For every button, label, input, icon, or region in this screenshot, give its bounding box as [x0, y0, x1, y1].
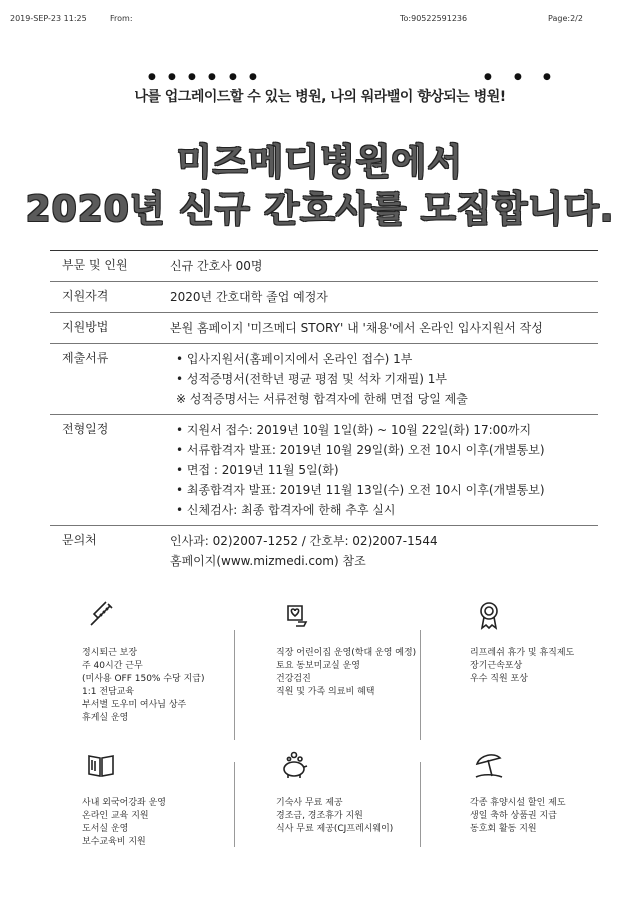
fax-from: From: [110, 14, 133, 23]
info-value: 홈페이지(www.mizmedi.com) 참조 [170, 554, 366, 568]
benefit-line: 정시퇴근 보장 [82, 648, 138, 658]
benefit-line: (미사용 OFF 150% 수당 지급) [82, 674, 205, 684]
info-row-schedule [50, 415, 598, 526]
benefit-line: 주 40시간 근무 [82, 661, 143, 671]
piggy-bank-icon [280, 750, 310, 780]
info-row-method [50, 313, 598, 344]
divider [234, 762, 235, 847]
benefit-line: 우수 직원 포상 [470, 674, 528, 684]
info-label: 문의처 [62, 533, 97, 547]
benefit-line: 보수교육비 지원 [82, 837, 146, 847]
emphasis-dot: ● [484, 72, 492, 82]
emphasis-dot: ● [249, 72, 257, 82]
info-value: • 지원서 접수: 2019년 10월 1일(화) ~ 10월 22일(화) 17:00까지 [176, 423, 532, 437]
info-value: • 서류합격자 발표: 2019년 10월 29일(화) 오전 10시 이후(개별통보) [176, 443, 545, 457]
benefit-line: 식사 무료 제공(CJ프레시웨이) [276, 824, 394, 834]
benefit-line: 부서별 도우미 여사님 상주 [82, 700, 187, 710]
award-ribbon-icon [474, 600, 504, 630]
info-value: • 최종합격자 발표: 2019년 11월 13일(수) 오전 10시 이후(개별통보) [176, 483, 545, 497]
beach-umbrella-icon [474, 750, 504, 780]
benefit-line: 경조금, 경조휴가 지원 [276, 811, 363, 821]
info-label: 지원자격 [62, 289, 109, 303]
emphasis-dot: ● [188, 72, 196, 82]
emphasis-dot: ● [543, 72, 551, 82]
info-value: 본원 홈페이지 '미즈메디 STORY' 내 '채용'에서 온라인 입사지원서 작성 [170, 321, 543, 335]
divider [234, 630, 235, 740]
benefit-card [242, 600, 424, 699]
benefit-line: 휴게실 운영 [82, 713, 129, 723]
emphasis-dot: ● [514, 72, 522, 82]
benefit-line: 사내 외국어강좌 운영 [82, 798, 166, 808]
fax-to: To:90522591236 [400, 14, 468, 23]
benefit-line: 직장 어린이집 운영(학대 운영 예정) [276, 648, 417, 658]
emphasis-dot: ● [168, 72, 176, 82]
benefit-line: 도서실 운영 [82, 824, 129, 834]
benefit-card [436, 750, 618, 836]
info-row-qualification [50, 282, 598, 313]
benefit-card [436, 600, 618, 686]
info-row-department [50, 251, 598, 282]
info-value: 신규 간호사 00명 [170, 259, 263, 273]
emphasis-dot: ● [148, 72, 156, 82]
book-icon [86, 750, 116, 780]
recruitment-info-table [50, 250, 598, 576]
info-value: 2020년 간호대학 졸업 예정자 [170, 290, 328, 304]
info-label: 부문 및 인원 [62, 258, 128, 272]
info-label: 제출서류 [62, 351, 109, 365]
info-value: • 면접 : 2019년 11월 5일(화) [176, 463, 339, 477]
syringe-icon [86, 600, 116, 630]
info-label: 지원방법 [62, 320, 109, 334]
info-row-contact [50, 526, 598, 577]
benefit-card [242, 750, 424, 836]
benefit-card [48, 750, 230, 849]
info-value: • 신체검사: 최종 합격자에 한해 추후 실시 [176, 503, 396, 517]
benefit-card [48, 600, 230, 725]
benefit-line: 기숙사 무료 제공 [276, 798, 343, 808]
benefit-line: 리프레쉬 휴가 및 휴직제도 [470, 648, 575, 658]
fax-page: Page:2/2 [548, 14, 583, 23]
heart-hand-icon [280, 600, 310, 630]
benefit-line: 1:1 전담교육 [82, 687, 135, 697]
info-value: • 입사지원서(홈페이지에서 온라인 접수) 1부 [176, 352, 413, 366]
headline-line-2: 2020년 신규 간호사를 모집합니다. [25, 189, 615, 230]
benefit-line: 동호회 활동 지원 [470, 824, 537, 834]
benefit-line: 토요 동보미교실 운영 [276, 661, 360, 671]
benefit-line: 생일 축하 상품권 지급 [470, 811, 557, 821]
emphasis-dot: ● [208, 72, 216, 82]
benefit-line: 온라인 교육 지원 [82, 811, 149, 821]
info-note: ※ 성적증명서는 서류전형 합격자에 한해 면접 당일 제출 [176, 392, 468, 406]
info-label: 전형일정 [62, 422, 109, 436]
benefit-line: 장기근속포상 [470, 661, 523, 671]
info-value: 인사과: 02)2007-1252 / 간호부: 02)2007-1544 [170, 534, 438, 548]
fax-date: 2019-SEP-23 11:25 [10, 14, 87, 23]
headline-line-1: 미즈메디병원에서 [176, 142, 464, 183]
info-row-documents [50, 344, 598, 415]
benefit-line: 직원 및 가족 의료비 혜택 [276, 687, 375, 697]
benefit-line: 각종 휴양시설 할인 제도 [470, 798, 566, 808]
tagline: 나를 업그레이드할 수 있는 병원, 나의 워라밸이 향상되는 병원! [134, 89, 506, 105]
benefit-line: 건강검진 [276, 674, 311, 684]
emphasis-dot: ● [229, 72, 237, 82]
info-value: • 성적증명서(전학년 평균 평점 및 석차 기재필) 1부 [176, 372, 448, 386]
